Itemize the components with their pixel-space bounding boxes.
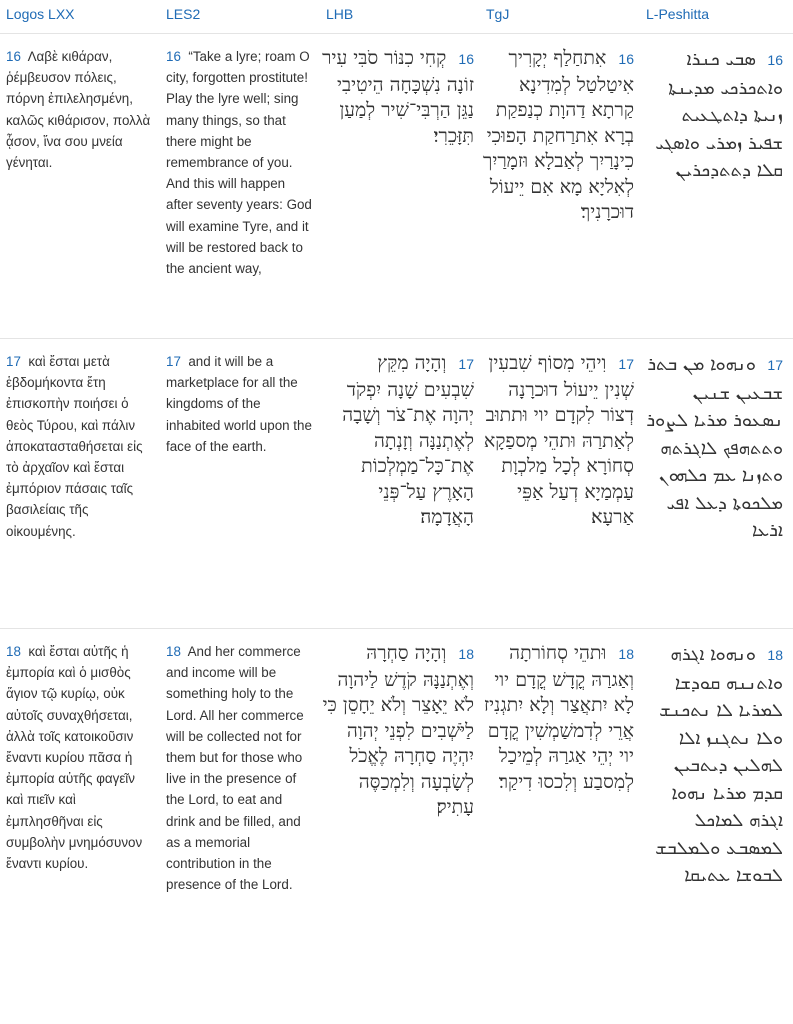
verse-number-link[interactable]: 16 — [458, 51, 474, 67]
column-header-logos-lxx[interactable]: Logos LXX — [0, 0, 160, 34]
verse-number-link[interactable]: 17 — [6, 354, 21, 369]
column-header-les2[interactable]: LES2 — [160, 0, 320, 34]
column-header-l-peshitta[interactable]: L-Peshitta — [640, 0, 793, 34]
verse-17-targum-cell — [480, 339, 640, 629]
column-header-tgj[interactable]: TgJ — [480, 0, 640, 34]
verse-text: and it will be a marketplace for all the kingdoms of the inhabited world upon the face of the earth. — [166, 354, 312, 454]
verse-number-link[interactable]: 18 — [767, 647, 783, 663]
verse-17-peshitta-cell — [640, 339, 793, 629]
verse-number-link[interactable]: 18 — [6, 644, 21, 659]
verse-text: “Take a lyre; roam O city, forgotten prostitute! Play the lyre well; sing many things, so that there might be remembrance of you. And this will happen after seventy years: God will examine Tyre, and it will be restored back to the ancient way, — [166, 49, 312, 277]
verse-number-link[interactable]: 17 — [458, 356, 474, 372]
verse-18-targum-cell — [480, 629, 640, 1024]
verse-text: καὶ ἔσται αὐτῆς ἡ ἐμπορία καὶ ὁ μισθὸς ἅγιον τῷ κυρίῳ, οὐκ αὐτοῖς συναχθήσεται, ἀλλὰ τοῖς κατοικοῦσιν ἔναντι κυρίου πᾶσα ἡ ἐμπορία αὐτῆς φαγεῖν καὶ πιεῖν καὶ ἐμπλησθῆναι εἰς συμβολὴν μνημόσυνον ἔναντι κυρίου. — [6, 644, 143, 872]
verse-16-targum-cell — [480, 34, 640, 339]
verse-text: ܘܢܗܘܐ ܡܢ ܒܬܪ ܫܒܥܝܢ ܫܢܝܢ ܢܣܥܘܪ ܡܪܝܐ ܠܨܘܪ ܘܬܬܗܦܟ ܠܐܓܪܬܗ ܘܬܙܢܐ ܥܡ ܟܠܗܘܢ ܡܠܟܘܬܐ ܕܥܠ ܐܦܝ ܐܪܥܐ — [646, 354, 783, 541]
verse-text: ܣܒܝ ܟܢܪܐ ܘܐܬܟܪܟܝ ܡܕܝܢܬܐ ܙܢܝܬܐ ܕܐܬܛܥܝܬ ܫܦܝܪ ܙܡܪܝ ܘܐܣܓܝ ܩܠܐ ܕܬܬܕܟܪܝܢ — [655, 49, 783, 181]
verse-number-link[interactable]: 18 — [618, 646, 634, 662]
verse-text: ܘܢܗܘܐ ܐܓܪܗ ܘܐܬܢܢܗ ܩܘܕܫܐ ܠܡܪܝܐ ܠܐ ܢܬܟܢܫ ܘܠܐ ܢܬܓܢܙ ܐܠܐ ܠܗܠܝܢ ܕܝܬܒܝܢ ܩܕܡ ܡܪܝܐ ܢܗܘܐ ܐܓܪܗ ܠܡܐܟܠ ܠܡܣܒܥ ܘܠܡܠܒܫ ܠܒܘܫܐ ܥܬܝܩܐ — [655, 644, 783, 886]
verse-18-peshitta-cell — [640, 629, 793, 1024]
verse-text: וּתהֵי סְחוֹרתָה וְאַגרַהּ קֳדָשׁ קֳדָם יוי לָא יִתאֲצַר וְלָא יִתגְנִיז אֲרֵי לְדִמשַׁמְשִׁין קֳדָם יוי יְהֵי אַגרַהּ לְמֵיכַל לְמִסבַע וְלִכסוּ דִיקַר׃ — [483, 642, 634, 793]
verse-text: וְהָיָה מִקֵּץ שִׁבְעִים שָׁנָה יִפְקֹד יְהוָה אֶת־צֹר וְשָׁבָה לְאֶתְנַנָּה וְזָנְתָה אֶת־כָּל־מַמְלְכוֹת הָאָרֶץ עַל־פְּנֵי הָאֲדָמָה׃ — [342, 352, 474, 528]
verse-16-greek-cell — [0, 34, 160, 339]
verse-number-link[interactable]: 16 — [166, 49, 181, 64]
verse-16-peshitta-cell — [640, 34, 793, 339]
verse-17-english-cell — [160, 339, 320, 629]
verse-number-link[interactable]: 17 — [618, 356, 634, 372]
verse-18-english-cell — [160, 629, 320, 1024]
verse-18-hebrew-cell — [320, 629, 480, 1024]
verse-17-hebrew-cell — [320, 339, 480, 629]
verse-number-link[interactable]: 16 — [767, 52, 783, 68]
verse-16-english-cell — [160, 34, 320, 339]
verse-text: And her commerce and income will be something holy to the Lord. All her commerce will be collected not for them but for those who live in the presence of the Lord, to eat and drink and be filled, and as a memorial contribution in the presence of the Lord. — [166, 644, 304, 893]
verse-text: Λαβὲ κιθάραν, ῥέμβευσον πόλεις, πόρνη ἐπιλελησμένη, καλῶς κιθάρισον, πολλὰ ᾆσον, ἵνα σου μνεία γένηται. — [6, 49, 151, 171]
verse-17-greek-cell — [0, 339, 160, 629]
verse-text: קְחִי כִנּוֹר סֹבִּי עִיר זוֹנָה נִשְׁכָּחָה הֵיטִיבִי נַגֵּן הַרְבִּי־שִׁיר לְמַעַן תִּזָּכֵרִי׃ — [322, 47, 474, 147]
verse-text: וְהָיָה סַחְרָהּ וְאֶתְנַנָּהּ קֹדֶשׁ לַיהוָה לֹא יֵאָצֵר וְלֹא יֵחָסֵן כִּי לַיֹּשְׁבִים לִפְנֵי יְהוָה יִהְיֶה סַחְרָהּ לֶאֱכֹל לְשָׂבְעָה וְלִמְכַסֶּה עָתִיק׃ — [322, 642, 474, 818]
verse-18-greek-cell — [0, 629, 160, 1024]
verse-number-link[interactable]: 18 — [458, 646, 474, 662]
verse-text: אִתחַלַף יְקָרִיך אִיטַלטַל לְמִדִינָא קַרתָא דַהוָת כְנַפקַת בְרָא אִתרַחקַת הָפוּכִי כִינָרַיִך לְאַבלָא וּזמָרַיִך לְאִליָא מָא אִם יֵיעוֹל דוּכרָנִיך׃ — [483, 47, 634, 223]
verse-text: καὶ ἔσται μετὰ ἑβδομήκοντα ἔτη ἐπισκοπὴν ποιήσει ὁ θεὸς Τύρου, καὶ πάλιν ἀποκατασταθήσεται εἰς τὸ ἀρχαῖον καὶ ἔσται ἐμπόριον πάσαις ταῖς βασιλείαις τῆς οἰκουμένης. — [6, 354, 143, 539]
verse-16-hebrew-cell — [320, 34, 480, 339]
verse-text: וִיהֵי מִסוֹף שִׁבעִין שְׁנִין יֵיעוֹל דוּכרָנָה דְצוֹר לִקדָם יוי וּתתוּב לְאַתרַהּ וּתהֵי מְספַקָא סְחוֹרָא לְכָל מַלכְוָת עַמְמַיָא דְעַל אַפֵּי אַרעָא׃ — [483, 352, 634, 528]
verse-number-link[interactable]: 17 — [767, 357, 783, 373]
verse-number-link[interactable]: 16 — [6, 49, 21, 64]
column-header-lhb[interactable]: LHB — [320, 0, 480, 34]
verse-number-link[interactable]: 18 — [166, 644, 181, 659]
verse-number-link[interactable]: 16 — [618, 51, 634, 67]
verse-number-link[interactable]: 17 — [166, 354, 181, 369]
